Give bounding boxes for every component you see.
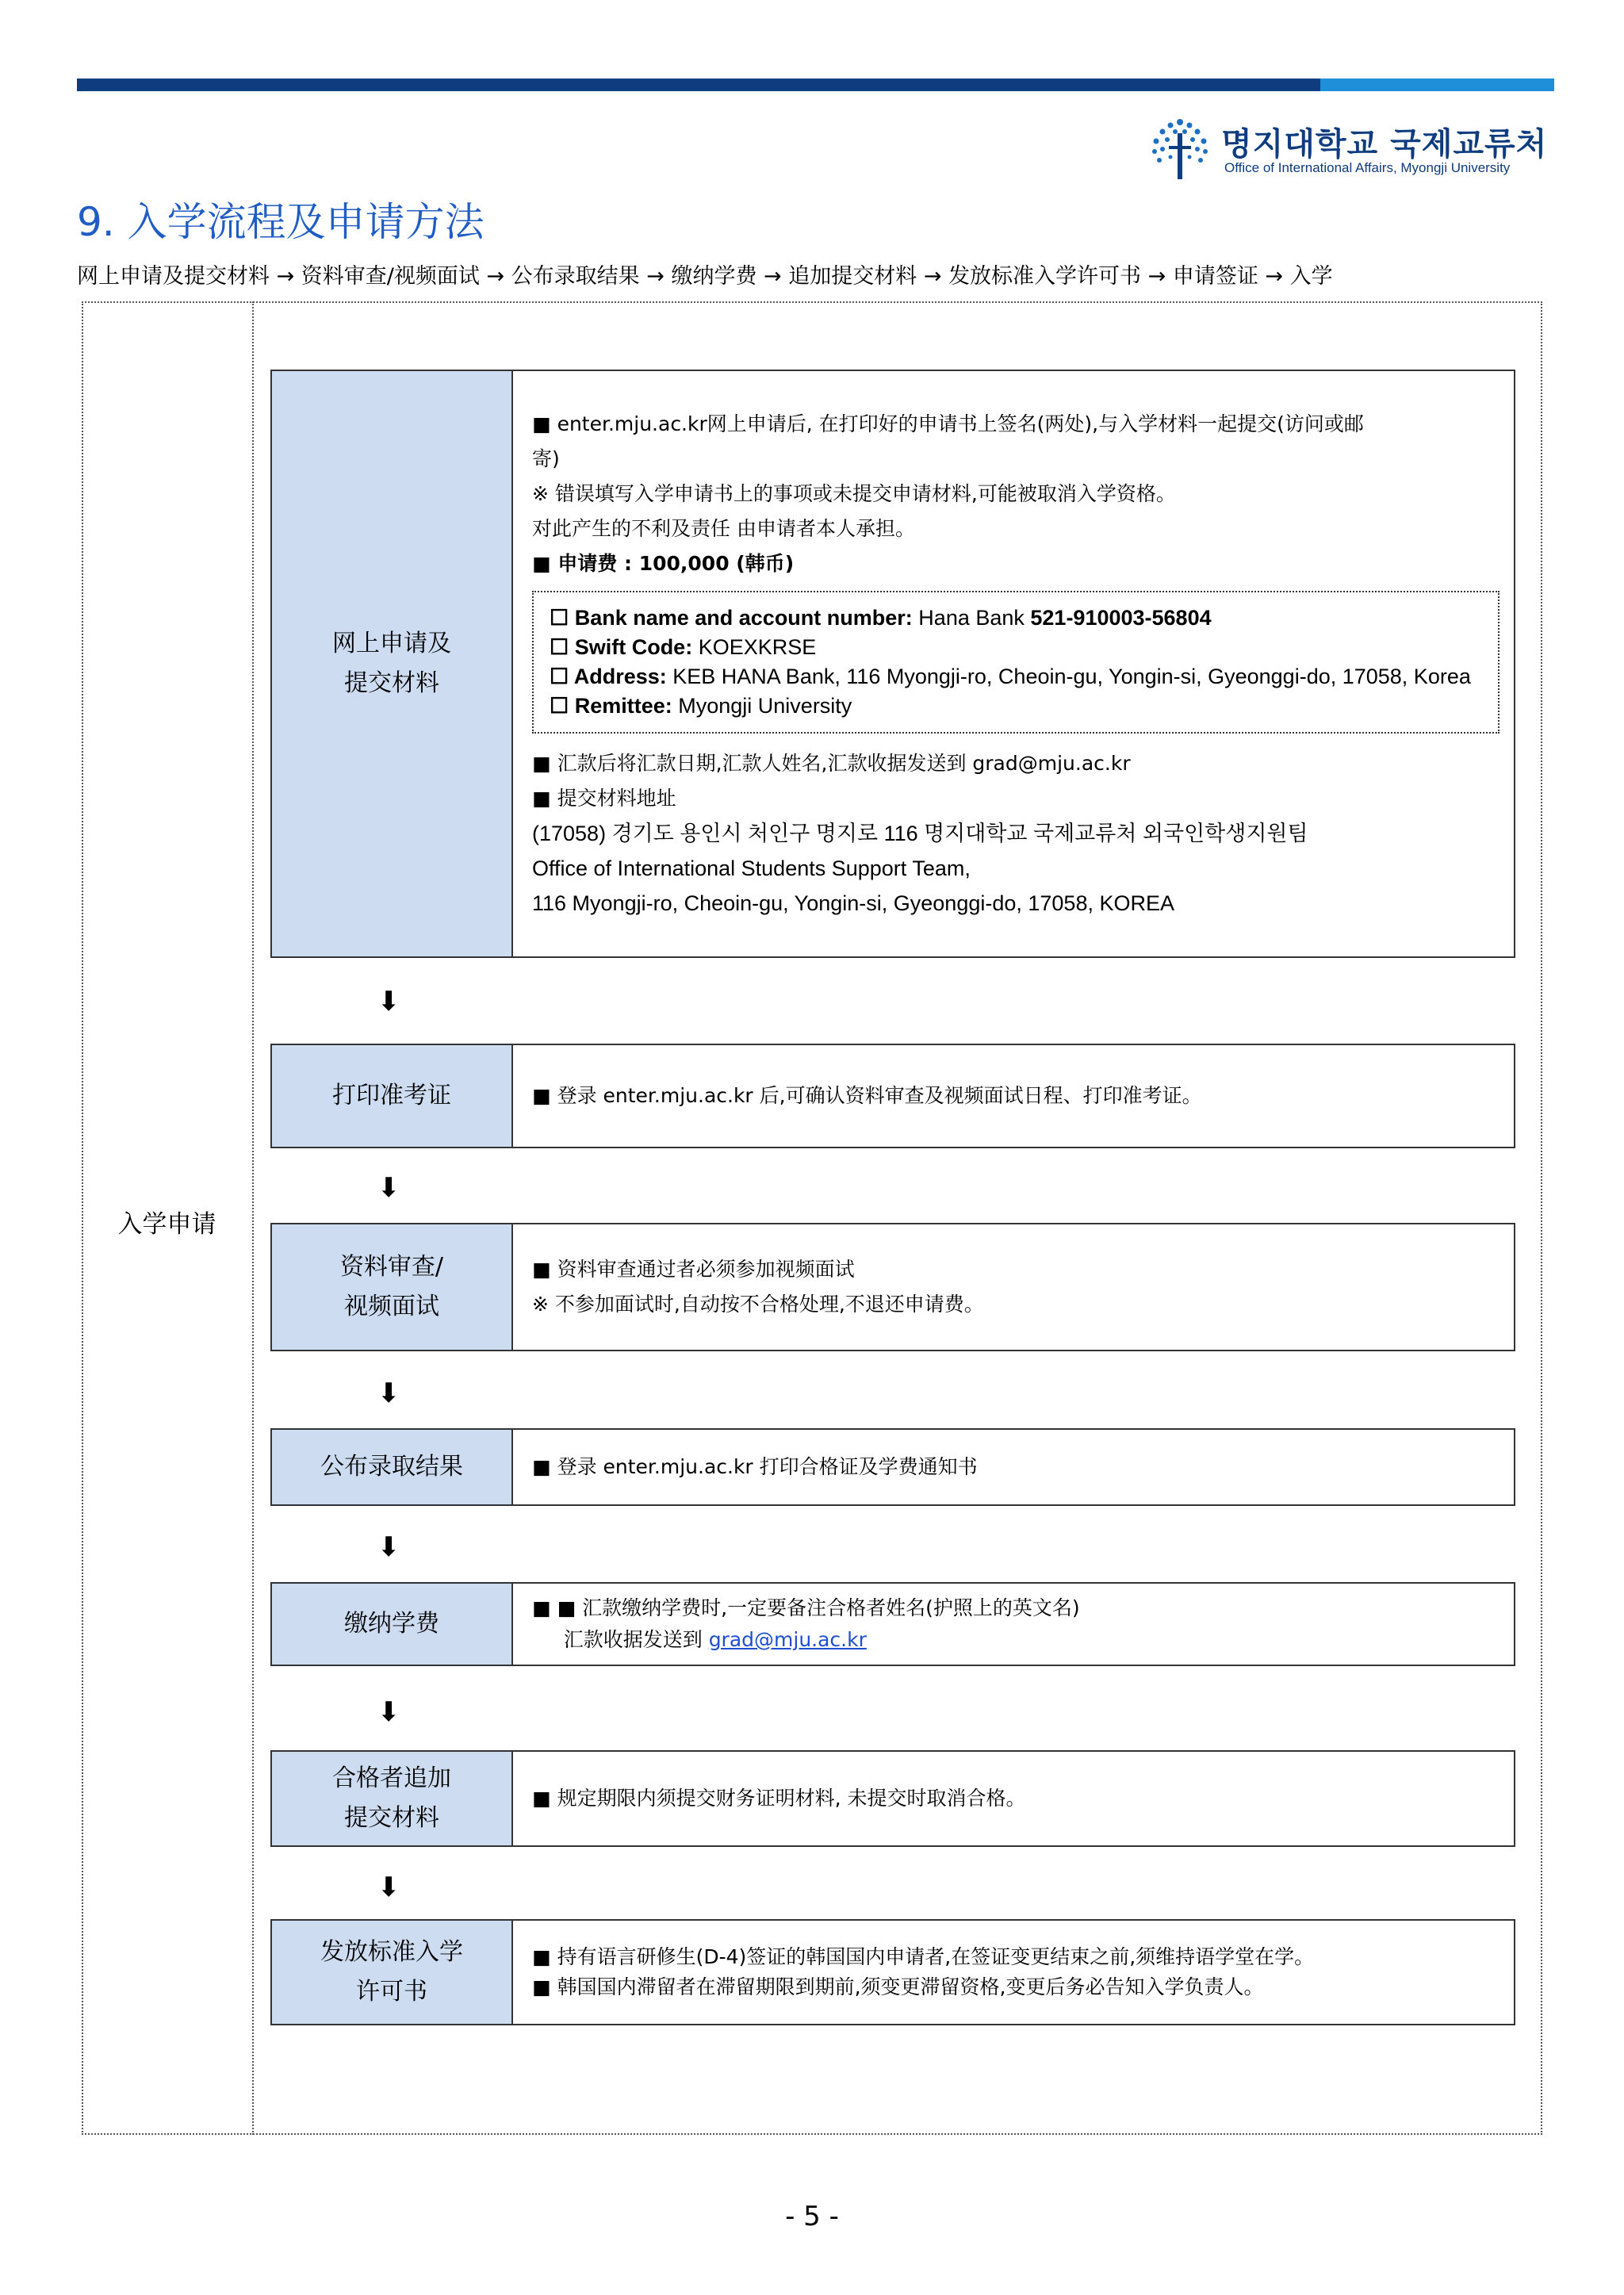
step-line: ■ 登录 enter.mju.ac.kr 打印合格证及学费通知书 — [532, 1455, 978, 1478]
row-label: 入学申请 — [117, 1210, 216, 1239]
table-divider — [252, 301, 254, 2135]
step-head-line: 合格者追加 — [332, 1764, 451, 1792]
bank-info-box — [532, 591, 1500, 734]
step-head-line: 提交材料 — [344, 1804, 439, 1832]
step-body — [513, 1752, 1514, 1845]
step-online-application — [270, 370, 1515, 958]
step-line: 对此产生的不利及责任 由申请者本人承担。 — [532, 517, 915, 540]
step-document-review-interview — [270, 1223, 1515, 1351]
step-line: ■ 登录 enter.mju.ac.kr 后,可确认资料审查及视频面试日程、打印准考证。 — [532, 1084, 1202, 1107]
bank-value: KEB HANA Bank, 116 Myongji-ro, Cheoin-gu, Yongin-si, Gyeonggi-do, 17058, Korea — [666, 665, 1471, 688]
logo-english-text: Office of International Affairs, Myongji University — [1224, 160, 1511, 175]
step-line: ■ 提交材料地址 — [532, 787, 676, 810]
step-line: ■ enter.mju.ac.kr网上申请后, 在打印好的申请书上签名(两处),与入学材料一起提交(访问或邮 — [532, 412, 1364, 435]
step-head — [272, 1921, 513, 2024]
address-line: (17058) 경기도 용인시 처인구 명지로 116 명지대학교 국제교류처 외국인학생지원팀 — [532, 822, 1308, 845]
page-number: - 5 - — [785, 2201, 839, 2232]
step-head — [272, 371, 513, 956]
bank-line — [550, 603, 1482, 633]
step-additional-documents — [270, 1750, 1515, 1847]
step-head-line: 发放标准入学 — [320, 1938, 463, 1966]
university-logo — [1148, 116, 1553, 181]
step-head — [272, 1584, 513, 1665]
step-line: ■ 韩国国内滞留者在滞留期限到期前,须变更滞留资格,变更后务必告知入学负责人。 — [532, 1975, 1264, 1998]
down-arrow-icon: ⬇ — [377, 1172, 400, 1204]
bank-line — [550, 662, 1482, 692]
step-head — [272, 1752, 513, 1845]
address-line: Office of International Students Support Team, — [532, 856, 971, 880]
step-print-admission-ticket — [270, 1044, 1515, 1148]
down-arrow-icon: ⬇ — [377, 1531, 400, 1563]
step-head-line: 网上申请及 — [332, 630, 451, 657]
step-head-line: 资料审查/ — [339, 1253, 444, 1281]
step-line: ■ ■ 汇款缴纳学费时,一定要备注合格者姓名(护照上的英文名) — [532, 1596, 1080, 1619]
tree-logo-icon — [1148, 116, 1212, 181]
bank-value: KOEXKRSE — [692, 635, 817, 659]
logo-korean-text: 명지대학교 국제교류처 — [1221, 126, 1548, 163]
bank-line — [550, 692, 1482, 721]
address-line: 116 Myongji-ro, Cheoin-gu, Yongin-si, Gyeonggi-do, 17058, KOREA — [532, 891, 1174, 915]
step-line — [532, 1624, 1500, 1656]
step-head — [272, 1430, 513, 1504]
step-body — [513, 371, 1514, 956]
step-head-line: 公布录取结果 — [320, 1453, 463, 1481]
step-line: ■ 持有语言研修生(D-4)签证的韩国国内申请者,在签证变更结束之前,须维持语学堂在学。 — [532, 1945, 1315, 1968]
step-line: 寄) — [532, 447, 560, 470]
step-head-line: 视频面试 — [343, 1293, 439, 1320]
bank-key: ☐ Remittee: — [550, 694, 672, 718]
fee-line: ■ 申请费 : 100,000 (韩币) — [532, 552, 795, 575]
step-admission-certificate — [270, 1919, 1515, 2025]
step-body — [513, 1430, 1514, 1504]
header-bar-accent — [1320, 79, 1554, 91]
step-body — [513, 1584, 1514, 1665]
section-title: 9. 入学流程及申请方法 — [77, 199, 485, 245]
down-arrow-icon: ⬇ — [377, 1696, 400, 1728]
email-link[interactable]: grad@mju.ac.kr — [708, 1628, 867, 1651]
step-line: ※ 不参加面试时,自动按不合格处理,不退还申请费。 — [532, 1293, 984, 1316]
receipt-text: 汇款收据发送到 — [532, 1628, 709, 1651]
step-pay-tuition — [270, 1582, 1515, 1666]
bank-line — [550, 633, 1482, 662]
bank-key: ☐ Address: — [550, 665, 667, 688]
step-body — [513, 1224, 1514, 1350]
step-line: ■ 汇款后将汇款日期,汇款人姓名,汇款收据发送到 grad@mju.ac.kr — [532, 752, 1131, 775]
account-number: 521-910003-56804 — [1030, 606, 1212, 630]
step-head-line: 许可书 — [356, 1978, 427, 2006]
step-head — [272, 1045, 513, 1147]
bank-key: ☐ Bank name and account number: — [550, 606, 913, 630]
step-body — [513, 1921, 1514, 2024]
step-line: ■ 规定期限内须提交财务证明材料, 未提交时取消合格。 — [532, 1787, 1026, 1810]
step-head-line: 打印准考证 — [332, 1082, 451, 1109]
down-arrow-icon: ⬇ — [377, 986, 400, 1017]
down-arrow-icon: ⬇ — [377, 1377, 400, 1409]
step-admission-results — [270, 1428, 1515, 1506]
process-flow: 网上申请及提交材料 → 资料审查/视频面试 → 公布录取结果 → 缴纳学费 → 追加提交材料 → 发放标准入学许可书 → 申请签证 → 入学 — [77, 264, 1333, 289]
step-line: ■ 资料审查通过者必须参加视频面试 — [532, 1258, 855, 1281]
bank-value: Myongji University — [672, 694, 852, 718]
bank-value: Hana Bank — [912, 606, 1031, 630]
step-head — [272, 1224, 513, 1350]
step-body — [513, 1045, 1514, 1147]
step-line: ※ 错误填写入学申请书上的事项或未提交申请材料,可能被取消入学资格。 — [532, 482, 1176, 505]
down-arrow-icon: ⬇ — [377, 1872, 400, 1903]
step-head-line: 缴纳学费 — [344, 1610, 439, 1638]
bank-key: ☐ Swift Code: — [550, 635, 693, 659]
step-head-line: 提交材料 — [344, 669, 439, 697]
